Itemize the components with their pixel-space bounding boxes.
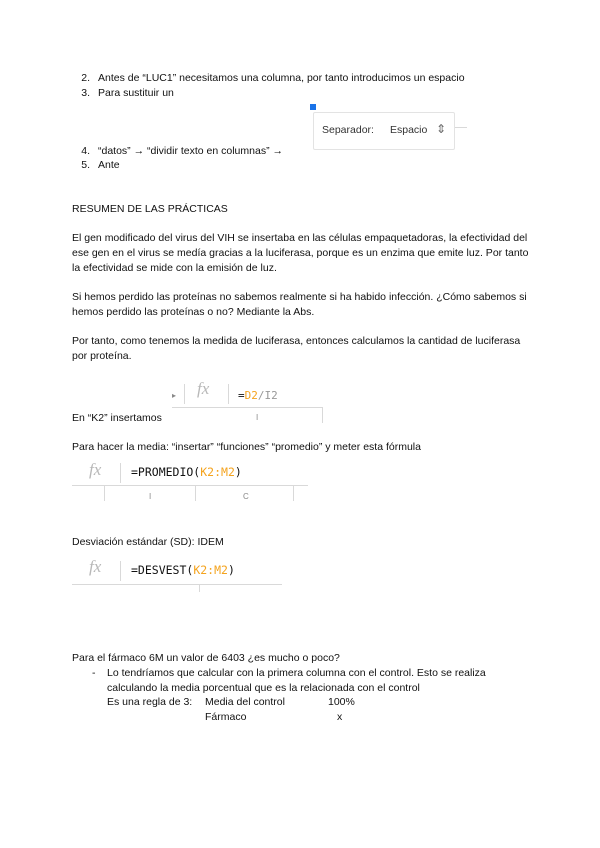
separator-label: Separador: xyxy=(322,124,374,136)
formula-eq: = xyxy=(238,389,245,402)
rule-label: Es una regla de 3: xyxy=(107,696,193,708)
list-item-5 xyxy=(72,158,120,173)
column-mark: I xyxy=(256,413,259,422)
grid-line xyxy=(172,407,322,408)
list-item-4 xyxy=(72,144,283,159)
divider xyxy=(453,127,467,128)
list-text: Ante xyxy=(98,159,120,171)
formula-range: K2:M2 xyxy=(193,563,228,577)
list-number: 2. xyxy=(81,72,90,84)
grid-line xyxy=(195,485,196,501)
list-item-2 xyxy=(72,71,465,86)
paragraph-luciferasa: Por tanto, como tenemos la medida de luciferasa, entonces calculamos la cantidad de luciferasa por proteína. xyxy=(72,335,521,362)
formula-close: ) xyxy=(234,465,242,479)
formula-func: =DESVEST( xyxy=(131,563,194,577)
formula-promedio xyxy=(131,465,242,480)
grid-line xyxy=(72,584,282,585)
list-number: 5. xyxy=(81,159,90,171)
divider xyxy=(120,561,121,581)
formula-range: K2:M2 xyxy=(200,465,235,479)
rule-row1-right: 100% xyxy=(328,696,355,708)
formula-func: =PROMEDIO( xyxy=(131,465,201,479)
list-text: Antes de “LUC1” necesitamos una columna, por tanto introducimos un espacio xyxy=(98,72,465,84)
k2-label: En “K2” insertamos xyxy=(72,412,162,424)
bullet-dash: - xyxy=(92,667,96,679)
divider xyxy=(120,463,121,483)
bullet-text-line-2: calculando la media porcentual que es la relacionada con el control xyxy=(107,682,420,694)
list-text: Para sustituir un xyxy=(98,87,174,99)
separator-value: Espacio xyxy=(390,124,428,136)
bullet-text-line-1: Lo tendríamos que calcular con la primera columna con el control. Esto se realiza xyxy=(107,667,486,679)
divider xyxy=(228,384,229,404)
formula-ref: D2 xyxy=(244,389,258,402)
separator-widget xyxy=(313,112,455,150)
formula-rest: /I2 xyxy=(257,389,278,402)
formula-close: ) xyxy=(227,563,235,577)
list-item-3 xyxy=(72,86,174,101)
grid-line xyxy=(104,485,105,501)
media-instructions: Para hacer la media: “insertar” “funciones” “promedio” y meter esta fórmula xyxy=(72,441,421,453)
function-fx-icon: fx xyxy=(197,379,210,398)
rule-row1-left: Media del control xyxy=(205,696,285,708)
section-title: RESUMEN DE LAS PRÁCTICAS xyxy=(72,203,228,215)
function-fx-icon: fx xyxy=(89,460,102,479)
list-number: 3. xyxy=(81,87,90,99)
farmaco-question: Para el fármaco 6M un valor de 6403 ¿es mucho o poco? xyxy=(72,652,340,664)
grid-line xyxy=(293,485,294,501)
formula-desvest xyxy=(131,563,235,578)
column-mark: C xyxy=(243,492,249,501)
list-number: 4. xyxy=(81,145,90,157)
sort-arrows-icon: ⇕ xyxy=(436,122,447,136)
function-fx-icon: fx xyxy=(89,557,102,576)
grid-line xyxy=(199,584,200,592)
grid-line xyxy=(322,407,323,423)
rule-row2-left: Fármaco xyxy=(205,711,247,723)
divider xyxy=(184,384,185,404)
selection-handle-icon xyxy=(310,104,316,110)
paragraph-vih: El gen modificado del virus del VIH se insertaba en las células empaquetadoras, la efectividad del ese gen en el virus se medía gracias a la luciferasa, porque es un enzima que emite luz. Por tanto la efectividad se mide con la emisión de luz. xyxy=(72,232,529,274)
small-dot-icon: ▸ xyxy=(172,391,177,400)
paragraph-proteinas: Si hemos perdido las proteínas no sabemos realmente si ha habido infección. ¿Cómo sabemos si hemos perdido las proteínas o no? Mediante la Abs. xyxy=(72,291,527,318)
rule-row2-right: x xyxy=(337,711,343,723)
column-mark: I xyxy=(149,492,152,501)
grid-line xyxy=(72,485,308,486)
list-text: “datos” → “dividir texto en columnas” → xyxy=(98,145,283,157)
formula-k2 xyxy=(238,388,278,403)
sd-instructions: Desviación estándar (SD): IDEM xyxy=(72,536,224,548)
